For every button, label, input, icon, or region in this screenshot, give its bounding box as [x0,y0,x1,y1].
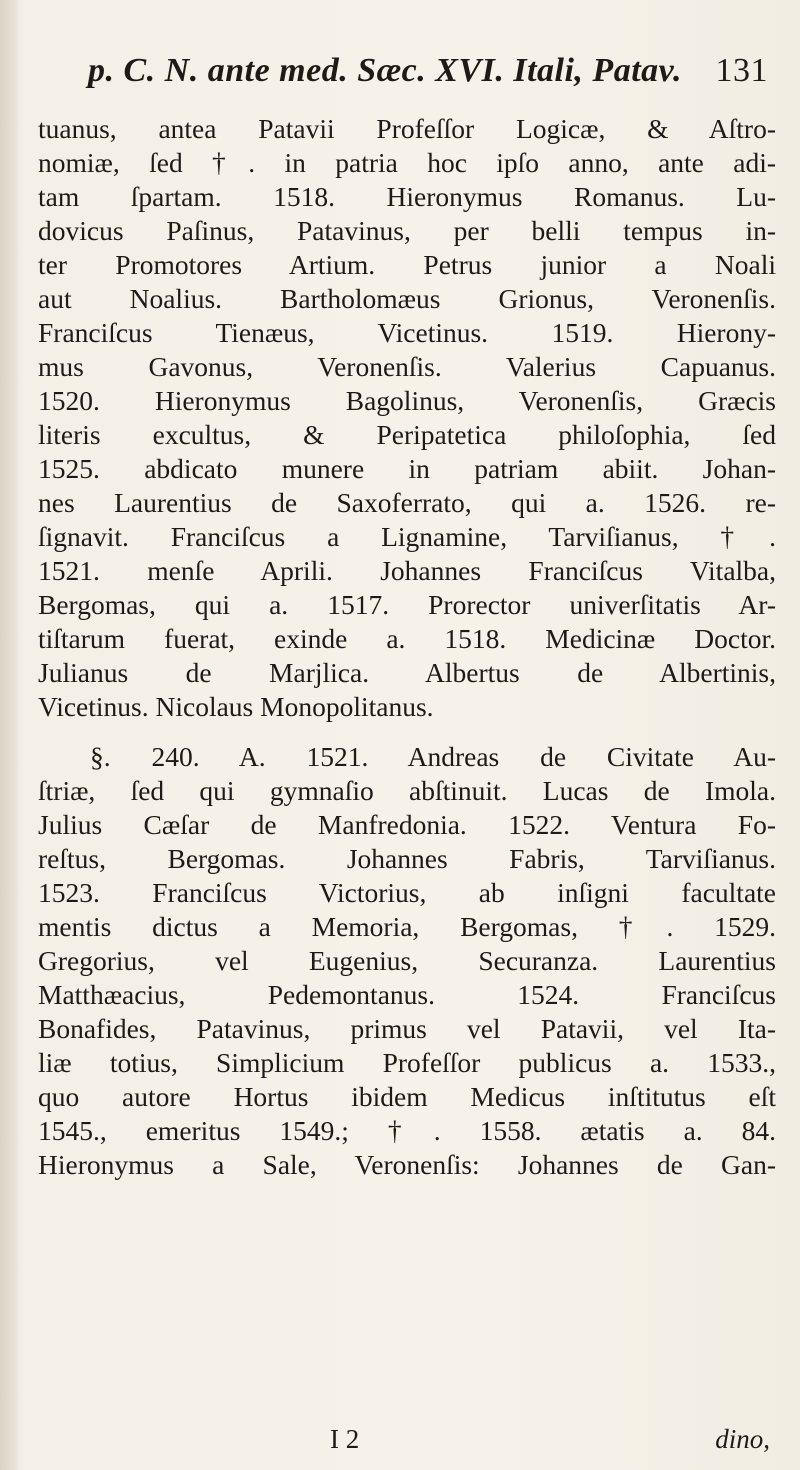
text-line: tuanus, antea Patavii Profeſſor Logicæ, & Aſtro- [38,113,776,144]
text-line: dovicus Paſinus, Patavinus, per belli tempus in- [38,215,776,246]
text-line: 1523. Franciſcus Victorius, ab inſigni facultate [38,877,776,908]
catchword: dino, [715,1424,770,1454]
text-line: tam ſpartam. 1518. Hieronymus Romanus. Lu- [38,181,776,212]
text-line: Julianus de Marjlica. Albertus de Albertinis, [38,657,776,688]
page-footer [330,1424,770,1460]
text-line: Matthæacius, Pedemontanus. 1524. Franciſcus [38,979,776,1010]
text-line: Hieronymus a Sale, Veronenſis: Johannes de Gan- [38,1149,776,1180]
text-line: reſtus, Bergomas. Johannes Fabris, Tarviſianus. [38,843,776,874]
text-line: Bergomas, qui a. 1517. Prorector univerſitatis Ar- [38,589,776,620]
text-line: Franciſcus Tienæus, Vicetinus. 1519. Hierony- [38,317,776,348]
text-line: ſignavit. Franciſcus a Lignamine, Tarviſianus, †. [38,521,776,552]
text-line: 1525. abdicato munere in patriam abiit. Johan- [38,453,776,484]
text-line: Bonafides, Patavinus, primus vel Patavii, vel Ita- [38,1013,776,1044]
text-line: 1520. Hieronymus Bagolinus, Veronenſis, Græcis [38,385,776,416]
text-line: 1545., emeritus 1549.; †. 1558. ætatis a. 84. [38,1115,776,1146]
text-line: aut Noalius. Bartholomæus Grionus, Veronenſis. [38,283,776,314]
binding-gutter [0,0,18,1470]
text-line: mentis dictus a Memoria, Bergomas, †. 1529. [38,911,776,942]
signature-mark: I 2 [330,1424,360,1454]
text-line: 1521. menſe Aprili. Johannes Franciſcus Vitalba, [38,555,776,586]
text-line: ter Promotores Artium. Petrus junior a Noali [38,249,776,280]
page-number: 131 [715,52,768,89]
text-line: Julius Cæſar de Manfredonia. 1522. Ventura Fo- [38,809,776,840]
text-line: Gregorius, vel Eugenius, Securanza. Laurentius [38,945,776,976]
running-head [88,52,768,104]
text-line: tiſtarum fuerat, exinde a. 1518. Medicinæ Doctor. [38,623,776,654]
text-line: nes Laurentius de Saxoferrato, qui a. 1526. re- [38,487,776,518]
section-heading-line: §. 240. A. 1521. Andreas de Civitate Au- [90,741,776,772]
text-line: nomiæ, ſed †. in patria hoc ipſo anno, ante adi- [38,147,776,178]
running-head-title: p. C. N. ante med. Sæc. XVI. Itali, Patav. [88,52,682,89]
text-line: liæ totius, Simplicium Profeſſor publicus a. 1533., [38,1047,776,1078]
text-line: ſtriæ, ſed qui gymnaſio abſtinuit. Lucas de Imola. [38,775,776,806]
paragraph-gap [38,724,776,740]
text-line: literis excultus, & Peripatetica philoſophia, ſed [38,419,776,450]
text-line: quo autore Hortus ibidem Medicus inſtitutus eſt [38,1081,776,1112]
body-text [38,112,776,1182]
text-line: Vicetinus. Nicolaus Monopolitanus. [38,691,434,722]
text-line: mus Gavonus, Veronenſis. Valerius Capuanus. [38,351,776,382]
